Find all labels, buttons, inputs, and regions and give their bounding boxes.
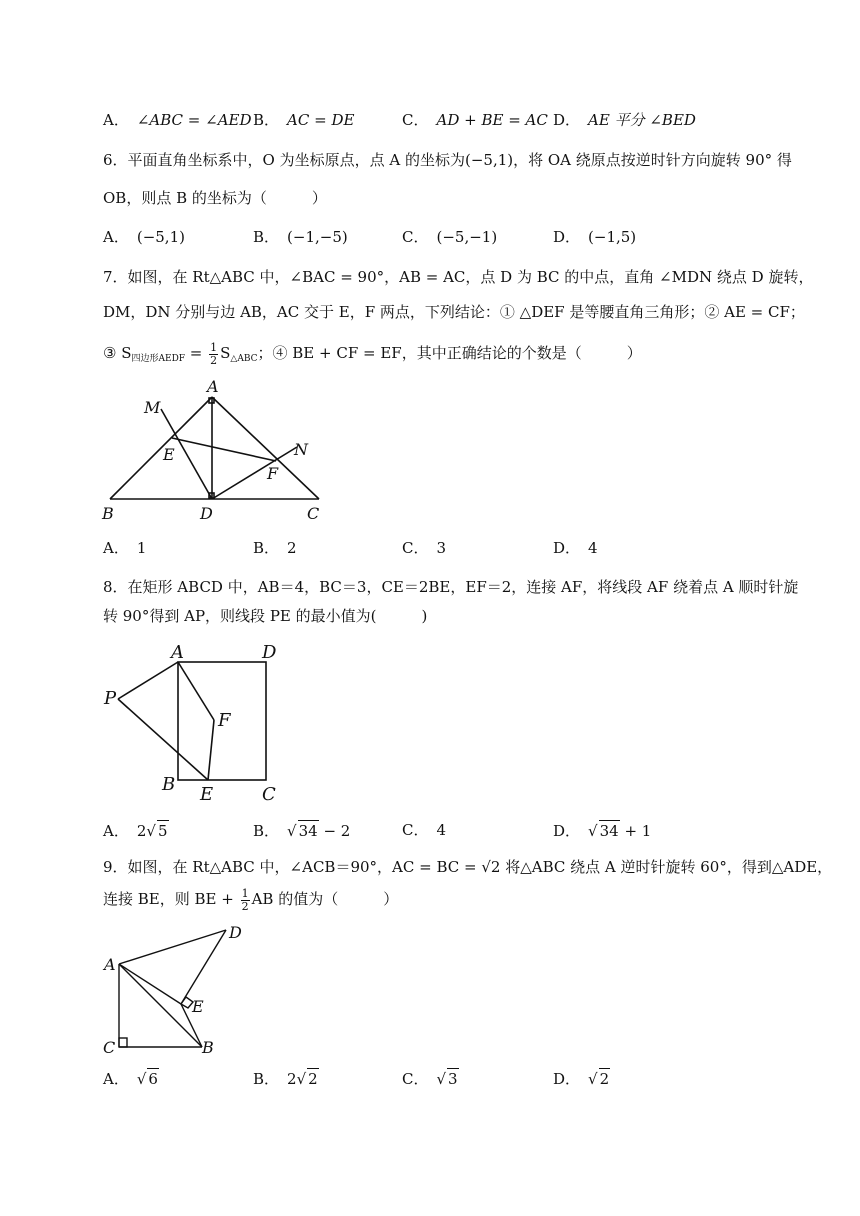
q9-figure	[100, 920, 260, 1060]
q5-option-c[interactable]: C． AD + BE = AC	[402, 111, 548, 129]
q8-stem-line1: 8．在矩形 ABCD 中，AB＝4，BC＝3，CE＝2BE，EF＝2，连接 AF，将线段 AF 绕着点 A 顺时针旋	[103, 578, 799, 596]
q8-option-a[interactable]: A． 2√ 5	[103, 822, 168, 840]
q9-label-d: D	[229, 923, 242, 942]
q8-option-c[interactable]: C． 4	[402, 821, 447, 839]
q5-option-d[interactable]: D． AE 平分 ∠BED	[553, 111, 696, 129]
q7-label-c: C	[307, 504, 320, 523]
q9-stem-line2: 连接 BE，则 BE + $\frac{1}{2}$ AB 的值为（ ）	[103, 886, 399, 913]
q8-option-b[interactable]: B． √ 34 − 2	[253, 822, 351, 840]
q8-option-d[interactable]: D． √ 34 + 1	[553, 822, 652, 840]
q9-label-a: A	[104, 955, 116, 974]
q9-fraction: $\frac{1}{2}$	[241, 886, 249, 913]
q7-label-n: N	[294, 440, 308, 459]
q8-figure	[100, 638, 290, 808]
q6-stem-line1: 6．平面直角坐标系中，O 为坐标原点，点 A 的坐标为(−5,1)，将 OA 绕原点按逆时针方向旋转 90° 得	[103, 151, 792, 169]
q7-option-d[interactable]: D． 4	[553, 539, 598, 557]
q8-label-c: C	[262, 784, 276, 805]
q9-option-b[interactable]: B． 2√ 2	[253, 1070, 318, 1088]
q7-fraction: $\frac{1}{2}$	[210, 340, 218, 367]
q6-option-b[interactable]: B． (−1,−5)	[253, 228, 348, 246]
q8-label-b: B	[162, 774, 176, 795]
q9-stem-line1: 9．如图，在 Rt△ABC 中，∠ACB＝90°，AC = BC = √2 将△ABC 绕点 A 逆时针旋转 60°，得到△ADE，	[103, 858, 833, 876]
q9-option-a[interactable]: A． √ 6	[103, 1070, 158, 1088]
q7-option-c[interactable]: C． 3	[402, 539, 447, 557]
q7-label-m: M	[144, 398, 161, 417]
q8-label-f: F	[218, 710, 231, 731]
q5-option-a[interactable]: A． ∠ABC = ∠AED	[103, 111, 252, 129]
q9-option-d[interactable]: D． √ 2	[553, 1070, 610, 1088]
q9-option-c[interactable]: C． √ 3	[402, 1070, 458, 1088]
q7-label-e: E	[163, 445, 175, 464]
q9-label-e: E	[192, 997, 204, 1016]
q7-figure	[100, 378, 330, 526]
q7-label-f: F	[267, 464, 279, 483]
q7-option-a[interactable]: A． 1	[103, 539, 147, 557]
q9-options	[103, 1068, 783, 1088]
q6-stem-line2: OB，则点 B 的坐标为（ ）	[103, 189, 327, 207]
q7-options	[103, 538, 783, 558]
q7-label-b: B	[102, 504, 114, 523]
q8-label-d: D	[262, 642, 277, 663]
q6-options	[103, 227, 783, 247]
q8-options	[103, 820, 783, 840]
q8-stem-line2: 转 90°得到 AP，则线段 PE 的最小值为( )	[103, 607, 428, 625]
q6-option-c[interactable]: C． (−5,−1)	[402, 228, 498, 246]
q6-option-a[interactable]: A． (−5,1)	[103, 228, 185, 246]
q7-label-a: A	[207, 377, 219, 396]
q7-stem-line2: DM，DN 分别与边 AB，AC 交于 E，F 两点，下列结论：① △DEF 是等腰直角三角形；② AE = CF；	[103, 303, 805, 321]
q7-stem-line3: ③ $S_{四边形AEDF}$ = $\frac{1}{2}$ $S_{\triangle ABC}$；④ BE + CF = EF，其中正确结论的个数是（ ）	[103, 340, 642, 367]
q7-label-d: D	[200, 504, 213, 523]
q6-option-d[interactable]: D． (−1,5)	[553, 228, 637, 246]
q8-label-p: P	[104, 688, 117, 709]
q9-label-c: C	[103, 1038, 116, 1057]
q8-label-a: A	[171, 642, 184, 663]
q5-options	[103, 110, 783, 130]
q5-option-b[interactable]: B． AC = DE	[253, 111, 355, 129]
q9-label-b: B	[202, 1038, 214, 1057]
q8-label-e: E	[200, 784, 214, 805]
q7-stem-line1: 7．如图，在 Rt△ABC 中，∠BAC = 90°，AB = AC，点 D 为 BC 的中点，直角 ∠MDN 绕点 D 旋转，	[103, 268, 814, 286]
q7-option-b[interactable]: B． 2	[253, 539, 297, 557]
